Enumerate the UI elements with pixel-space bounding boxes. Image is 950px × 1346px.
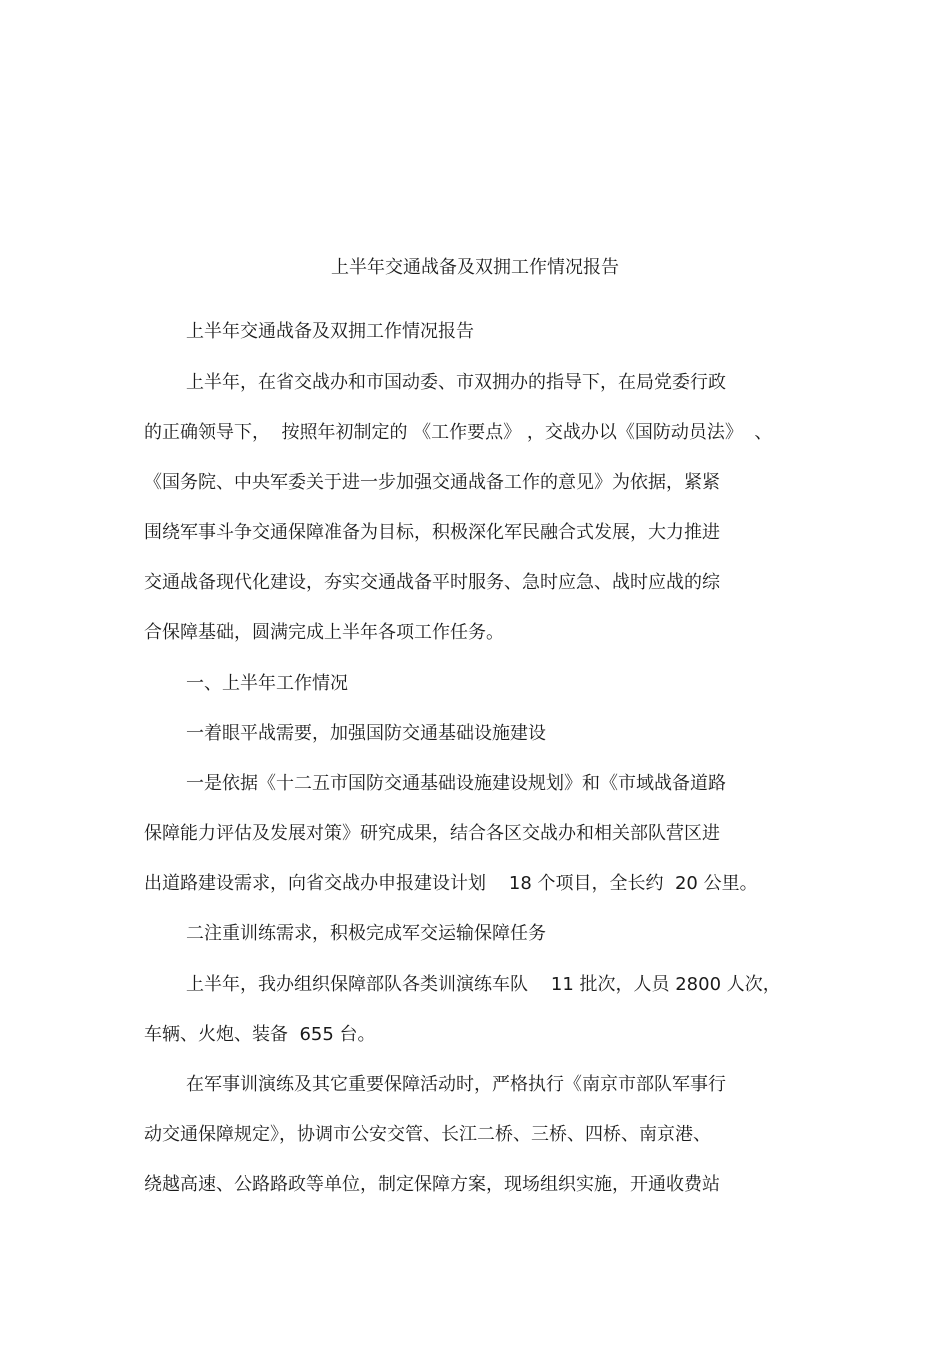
body-line: 出道路建设需求，向省交战办申报建设计划 18 个项目，全长约 20 公里。	[144, 873, 758, 894]
body-line: 一是依据《十二五市国防交通基础设施建设规划》和《市域战备道路	[186, 773, 726, 794]
section-heading: 一、上半年工作情况	[186, 673, 348, 694]
body-line: 围绕军事斗争交通保障准备为目标，积极深化军民融合式发展，大力推进	[144, 522, 720, 543]
body-line: 的正确领导下， 按照年初制定的 《工作要点》 ，交战办以《国防动员法》 、	[144, 422, 773, 443]
body-line: 合保障基础，圆满完成上半年各项工作任务。	[144, 622, 504, 643]
body-line: 上半年，在省交战办和市国动委、市双拥办的指导下，在局党委行政	[186, 372, 726, 393]
body-line: 上半年交通战备及双拥工作情况报告	[186, 321, 474, 342]
subsection-heading: 二注重训练需求，积极完成军交运输保障任务	[186, 923, 546, 944]
subsection-heading: 一着眼平战需要，加强国防交通基础设施建设	[186, 723, 546, 744]
body-line: 绕越高速、公路路政等单位，制定保障方案，现场组织实施，开通收费站	[144, 1174, 720, 1195]
body-line: 保障能力评估及发展对策》研究成果，结合各区交战办和相关部队营区进	[144, 823, 720, 844]
body-line: 车辆、火炮、装备 655 台。	[144, 1024, 376, 1045]
body-line: 上半年，我办组织保障部队各类训演练车队 11 批次，人员 2800 人次，	[186, 974, 781, 995]
body-line: 交通战备现代化建设，夯实交通战备平时服务、急时应急、战时应战的综	[144, 572, 720, 593]
body-line: 动交通保障规定》，协调市公安交管、长江二桥、三桥、四桥、南京港、	[144, 1124, 711, 1145]
body-line: 《国务院、中央军委关于进一步加强交通战备工作的意见》为依据，紧紧	[144, 472, 720, 493]
document-title: 上半年交通战备及双拥工作情况报告	[331, 257, 619, 278]
body-line: 在军事训演练及其它重要保障活动时，严格执行《南京市部队军事行	[186, 1074, 726, 1095]
